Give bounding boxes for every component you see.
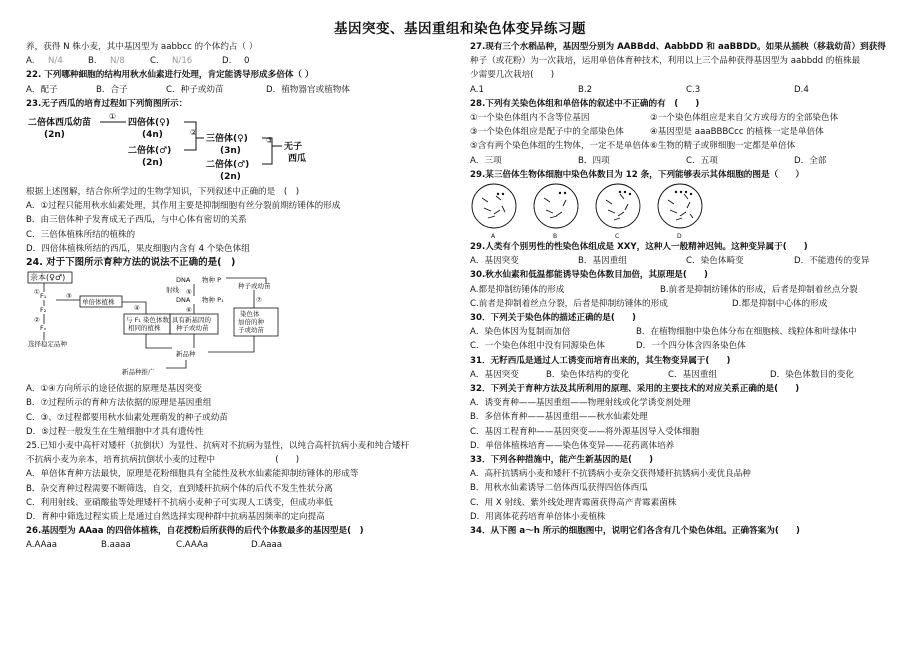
q22-opt-d: D．植物器官或植物体: [266, 84, 350, 95]
q22-options: [26, 83, 466, 97]
q30b-opt-a: A．染色体因为复制而加倍: [470, 327, 571, 338]
q29b-stem: 29.人类有个别男性的性染色体组成是 XXY，这种人一般精神迟钝。这种变异属于( ): [470, 242, 808, 253]
q34-stem: 34．从下图 a～h 所示的细胞图中，说明它们各含有几个染色体组。正确答案为( ): [470, 526, 800, 537]
q24-same2: 相同的植株: [128, 324, 161, 333]
q28-item-2: ②一个染色体组应是来自父方或母方的全部染色体: [650, 113, 839, 124]
q24-f1: F₁: [40, 292, 47, 301]
q33-opt-a: A．高秆抗锈病小麦和矮秆不抗锈病小麦杂交获得矮秆抗锈病小麦优良品种: [470, 469, 751, 480]
q28-opt-b: B．四项: [578, 155, 610, 166]
q24-select: 选择稳定品种: [28, 340, 67, 349]
q27-opt-d: D.4: [794, 84, 809, 95]
q24-fn: Fₙ: [40, 324, 47, 333]
q24-double3: 子或幼苗: [238, 326, 264, 335]
q30b-row-2: [470, 339, 900, 353]
q26-options: [26, 538, 466, 552]
q24-diagram: [26, 270, 286, 382]
q25-opt-d: D．育种中筛选过程实质上是通过自然选择实现种群中抗病基因频率的定向提高: [26, 512, 325, 523]
q30b-opt-b: B．在植物细胞中染色体分布在细胞核、线粒体和叶绿体中: [636, 327, 857, 338]
q23-step-2: ②: [190, 128, 198, 138]
q30-opt-b: B.前者是抑制纺锤体的形成，后者是抑制着丝点分裂: [660, 284, 858, 295]
q28-item-3: ③一个染色体组应是配子中的全部染色体: [470, 127, 624, 138]
q23-seedless: 无子: [284, 142, 303, 153]
q23-opt-a: A．①过程只能用秋水仙素处理，其作用主要是抑制细胞有丝分裂前期纺锤体的形成: [26, 201, 341, 212]
q24-step-2: ②: [34, 316, 40, 325]
q25-opt-c: C．利用射线、亚硝酸盐等处理矮杆不抗病小麦种子可实现人工诱变，但成功率低: [26, 497, 333, 508]
q33-opt-b: B．用秋水仙素诱导二倍体西瓜获得四倍体西瓜: [470, 483, 648, 494]
q32-opt-b: B．多倍体育种——基因重组——秋水仙素处理: [470, 412, 648, 423]
q26-stem: 26.基因型为 AAaa 的四倍体植株，自花授粉后所获得的后代个体数最多的基因型是( ): [26, 526, 364, 537]
q24-same: 与 F₁ 染色体数: [126, 316, 169, 325]
q29-cell-diagrams: [470, 182, 720, 240]
q24-dna1: DNA: [176, 276, 191, 285]
cell-b: [534, 184, 578, 228]
q21-opt-b-label: B.: [88, 56, 97, 67]
q22-opt-c: C．种子或幼苗: [166, 84, 224, 95]
q21-opt-b: N/8: [110, 56, 125, 67]
q24-dna1b: 物种 P: [202, 276, 221, 285]
q25-stem-2: 不抗病小麦为亲本，培育抗病抗倒状小麦的过程中 ( ): [26, 455, 300, 466]
q23-step-1: ①: [109, 112, 117, 122]
q28-item-6: ⑥生物的精子或卵细胞一定都是单倍体: [650, 141, 796, 152]
q24-step-4: ④: [134, 304, 140, 313]
q23-step-3: ③: [266, 136, 274, 146]
q26-opt-c: C.AAAa: [176, 540, 209, 551]
q29-label-c: C: [615, 233, 620, 241]
q21-opt-a-label: A.: [26, 56, 35, 67]
q21-opt-d: 0: [244, 56, 250, 67]
q24-step-6: ⑥: [186, 306, 192, 315]
q24-parent: 亲本(♀♂): [30, 273, 66, 283]
q30b-row-1: [470, 325, 900, 339]
q21-options: [26, 54, 466, 68]
q23-stem: 23.无子西瓜的培育过程如下列简图所示：: [26, 98, 188, 109]
q32-stem: 32．下列关于育种方法及其所利用的原理、采用的主要技术的对应关系正确的是( ): [470, 384, 800, 395]
q21-opt-c-label: C.: [150, 56, 159, 67]
q23-diploid-male-n: (2n): [142, 158, 163, 169]
q24-opt-b: B．⑦过程所示的育种方法依据的原理是基因重组: [26, 398, 212, 409]
q23-diagram: [26, 111, 326, 183]
q24-opt-c: C．③、⑦过程都要用秋水仙素处理萌发的种子或幼苗: [26, 412, 228, 423]
q27-stem: 27.现有三个水稻品种，基因型分别为 AABBdd、AabbDD 和 aaBBDD。如果从插秧（移栽幼苗）到获得: [470, 42, 886, 52]
q24-dna2b: 物种 P₁: [202, 296, 224, 305]
page-title: 基因突变、基因重组和染色体变异练习题: [334, 21, 586, 37]
q27-stem-2: 种子（或花粉）为一次栽培，运用单倍体育种技术，利用以上三个品种获得基因型为 aabbdd 的植株最: [470, 56, 861, 67]
q23-opt-c: C．三倍体植株所结的植株的: [26, 229, 136, 240]
q28-row-3: [470, 139, 900, 153]
q29b-opt-b: B．基因重组: [578, 256, 627, 267]
cell-c: [596, 184, 640, 228]
q23-seedling-n: (2n): [44, 130, 65, 141]
q24-f2: F₂: [40, 306, 47, 315]
q31-opt-a: A．基因突变: [470, 369, 519, 380]
q27-opt-a: A.1: [470, 84, 484, 95]
q30b-opt-d: D．一个四分体含四条染色体: [636, 341, 746, 352]
q30-opt-d: D.都是抑制中心体的形成: [732, 298, 828, 309]
q24-promote: 新品种推广: [122, 368, 155, 377]
q24-ray: 射线: [166, 286, 179, 295]
q27-opt-b: B.2: [578, 84, 593, 95]
q23-diploid-male: 二倍体(♂): [128, 146, 172, 157]
q28-options: [470, 154, 900, 168]
q27-opt-c: C.3: [686, 84, 701, 95]
q23-diploid-male2: 二倍体(♂): [206, 160, 250, 171]
q33-opt-d: D．用离体花药培育单倍体小麦植株: [470, 511, 606, 522]
q23-triploid: 三倍体(♀): [206, 134, 248, 145]
q29-label-b: B: [553, 233, 558, 241]
q24-double: 染色体: [240, 310, 260, 319]
q29-stem: 29.某三倍体生物体细胞中染色体数目为 12 条，下列能够表示其体细胞的图是（ ）: [470, 169, 804, 180]
q24-more: 具有新基因的: [172, 316, 211, 325]
cell-d: [658, 184, 702, 228]
q25-opt-b: B．杂交育种过程需要不断筛选，自交，直到矮杆抗病个体的后代不发生性状分离: [26, 483, 333, 494]
q24-stem: 24. 对于下图所示育种方法的说法不正确的是( ): [26, 257, 236, 269]
q23-question: 根据上述图解，结合你所学过的生物学知识，下列叙述中正确的是 ( ): [26, 187, 300, 198]
q33-stem: 33．下列各种措施中，能产生新基因的是( ): [470, 455, 654, 466]
q29-label-a: A: [491, 233, 496, 241]
q31-options: [470, 368, 900, 382]
q28-opt-a: A．三项: [470, 155, 502, 166]
right-column: [470, 40, 900, 538]
q24-step-1: ①: [34, 288, 40, 297]
q30b-opt-c: C．一个染色体组中没有同源染色体: [470, 341, 605, 352]
q28-row-1: [470, 111, 900, 125]
q29b-opt-c: C．染色体畸变: [686, 256, 744, 267]
q28-opt-c: C．五项: [686, 155, 718, 166]
q23-seedless-2: 西瓜: [288, 154, 307, 165]
q24-haploid: 单倍体植株: [82, 298, 115, 307]
q23-seedling: 二倍体西瓜幼苗: [28, 118, 92, 129]
q24-dna2: DNA: [176, 296, 191, 305]
q28-row-2: [470, 125, 900, 139]
q29b-opt-a: A．基因突变: [470, 256, 519, 267]
left-column: [26, 40, 466, 553]
q32-opt-a: A．诱变育种——基因重组——物理射线或化学诱变剂处理: [470, 398, 691, 409]
q24-step-5: ⑤: [186, 288, 192, 297]
q31-opt-c: C．基因重组: [668, 369, 717, 380]
q27-options: [470, 83, 900, 97]
q26-opt-d: D.Aaaa: [251, 540, 283, 551]
q31-stem: 31．无籽西瓜是通过人工诱变而培育出来的，其生物变异属于( ): [470, 355, 731, 366]
q24-opt-d: D．⑤过程一般发生在生殖细胞中才具有遗传性: [26, 426, 204, 437]
q32-opt-d: D．单倍体植株培育——染色体变异——花药离体培养: [470, 440, 675, 451]
q29b-opt-d: D．不能遗传的变异: [794, 256, 870, 267]
q26-opt-b: B.aaaa: [101, 540, 131, 551]
q25-opt-a: A．单倍体育种方法最快，原理是花粉细胞具有全能性及秋水仙素能抑制纺锤体的形成等: [26, 469, 359, 480]
q26-opt-a: A.AAaa: [26, 540, 57, 551]
q22-opt-a: A．配子: [26, 84, 58, 95]
q30-stem: 30.秋水仙素和低温都能诱导染色体数目加倍，其原理是( ): [470, 270, 708, 281]
q23-opt-b: B．由三倍体种子发育成无子西瓜，与中心体有密切的关系: [26, 215, 247, 226]
q30-opt-c: C.前者是抑制着丝点分裂，后者是抑制纺锤体的形成: [470, 298, 668, 309]
cell-a: [472, 184, 516, 228]
q24-step-7: ⑦: [256, 296, 262, 305]
q30-row-2: [470, 297, 900, 311]
q29b-options: [470, 254, 900, 268]
q30-row-1: [470, 283, 900, 297]
q28-opt-d: D．全部: [794, 155, 827, 166]
q24-newvar: 新品种: [176, 350, 196, 359]
q33-opt-c: C．用 X 射线、紫外线处理青霉菌获得高产青霉素菌株: [470, 497, 677, 508]
q24-opt-a: A．①④方向所示的途径依据的原理是基因突变: [26, 384, 202, 395]
q27-stem-3: 少需要几次栽培( ): [470, 70, 555, 81]
q24-step-3: ③: [66, 292, 72, 301]
q21-opt-a: N/4: [48, 56, 63, 67]
q31-opt-b: B．染色体结构的变化: [546, 369, 630, 380]
q23-diploid-male2-n: (2n): [220, 172, 241, 183]
q22-opt-b: B．合子: [96, 84, 128, 95]
q25-stem: 25.已知小麦中高杆对矮杆（抗倒状）为显性、抗病对不抗病为显性，以纯合高杆抗病小麦和纯合矮杆: [26, 441, 410, 452]
q32-opt-c: C．基因工程育种——基因突变——将外源基因导入受体细胞: [470, 426, 700, 437]
q21-opt-c: N/16: [172, 56, 193, 67]
q24-more2: 种子或幼苗: [176, 324, 209, 333]
q31-opt-d: D．染色体数目的变化: [770, 369, 854, 380]
q23-opt-d: D．四倍体植株所结的西瓜，果皮细胞内含有 4 个染色体组: [26, 243, 250, 254]
q30b-stem: 30．下列关于染色体的描述正确的是( ): [470, 313, 636, 324]
q22-stem: 22. 下列哪种細胞的结构用秋水仙素进行处理，肯定能诱导形成多倍体（ ）: [26, 70, 314, 81]
q29-label-d: D: [677, 233, 682, 241]
q24-seed: 种子或幼苗: [238, 282, 271, 291]
q30-opt-a: A.都是抑制纺锤体的形成: [470, 284, 565, 295]
q23-tetraploid: 四倍体(♀): [128, 118, 170, 129]
q24-double2: 加倍的种: [238, 318, 264, 327]
q28-item-5: ⑤含有两个染色体组的生物体，一定不是单倍体: [470, 141, 650, 152]
q23-triploid-n: (3n): [220, 146, 241, 157]
q28-item-4: ④基因型是 aaaBBBCcc 的植株一定是单倍体: [650, 127, 824, 138]
q21-stem: 养，获得 N 株小麦，其中基因型为 aabbcc 的个体约占（ ）: [26, 42, 258, 52]
q28-item-1: ①一个染色体组内不含等位基因: [470, 113, 590, 124]
q23-tetraploid-n: (4n): [142, 130, 163, 141]
q21-opt-d-label: D.: [222, 56, 232, 67]
q28-stem: 28.下列有关染色体组和单倍体的叙述中不正确的有 ( ): [470, 98, 700, 109]
